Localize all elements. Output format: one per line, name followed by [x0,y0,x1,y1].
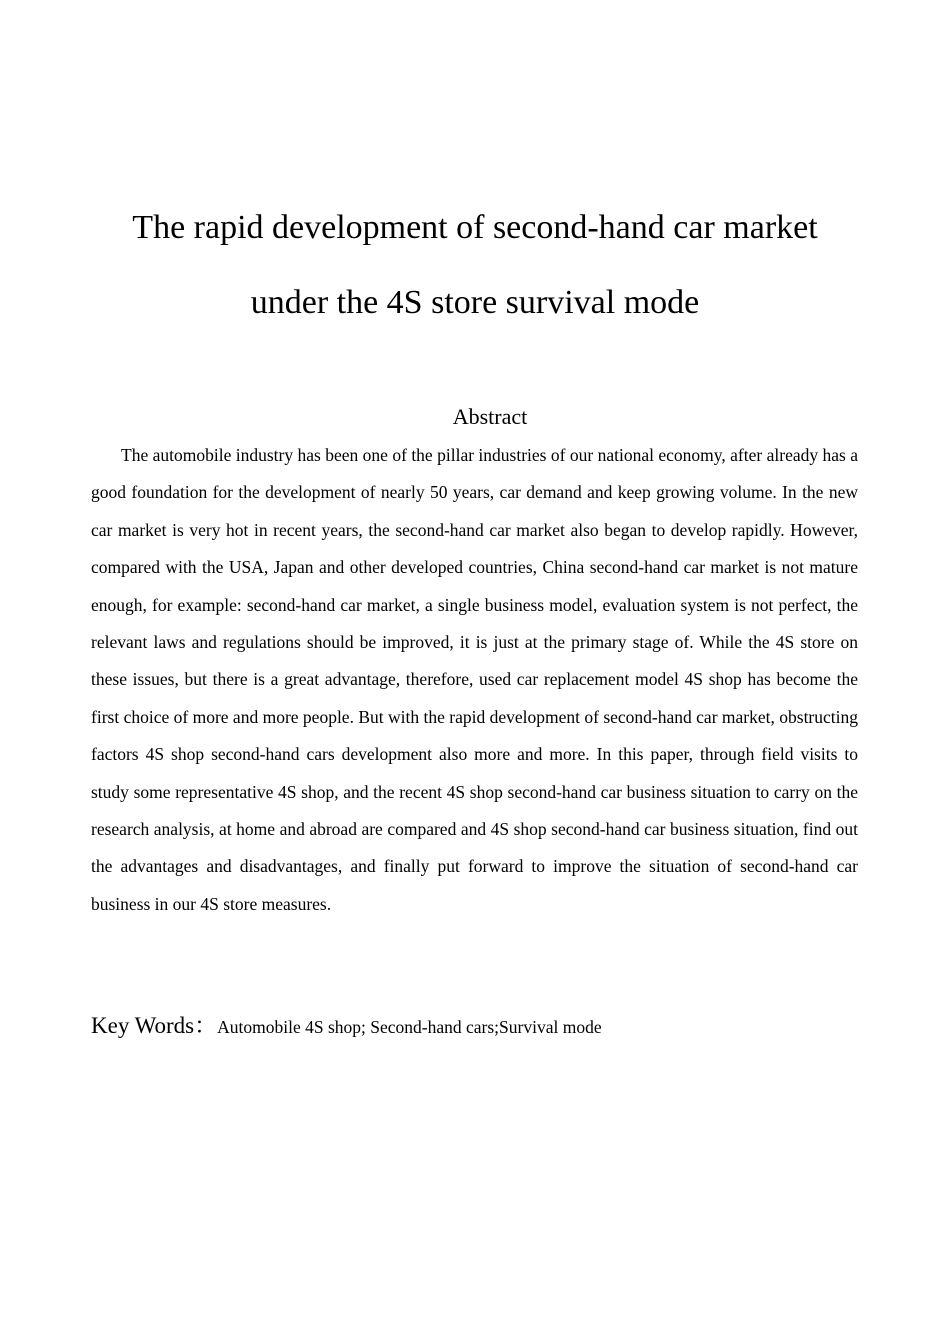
paper-title [0,190,950,340]
abstract-heading: Abstract [452,404,528,429]
abstract-body: The automobile industry has been one of the pillar industries of our national economy, after already has a good foundation for the development of nearly 50 years, car demand and keep growing volume. In the new car market is very hot in recent years, the second-hand car market also began to develop rapidly. However, compared with the USA, Japan and other developed countries, China second-hand car market is not mature enough, for example: second-hand car market, a single business model, evaluation system is not perfect, the relevant laws and regulations should be improved, it is just at the primary stage of. While the 4S store on these issues, but there is a great advantage, therefore, used car replacement model 4S shop has become the first choice of more and more people. But with the rapid development of second-hand car market, obstructing factors 4S shop second-hand cars development also more and more. In this paper, through field visits to study some representative 4S shop, and the recent 4S shop second-hand car business situation to carry on the research analysis, at home and abroad are compared and 4S shop second-hand car business situation, find out the advantages and disadvantages, and finally put forward to improve the situation of second-hand car business in our 4S store measures. [91,445,858,914]
paper-title-line-2: under the 4S store survival mode [250,284,700,321]
keywords-section [91,1008,891,1047]
keywords-value: Automobile 4S shop; Second-hand cars;Survival mode [217,1017,602,1037]
keywords-label: Key Words： [91,1013,218,1038]
paper-title-line-1: The rapid development of second-hand car market [132,209,818,246]
